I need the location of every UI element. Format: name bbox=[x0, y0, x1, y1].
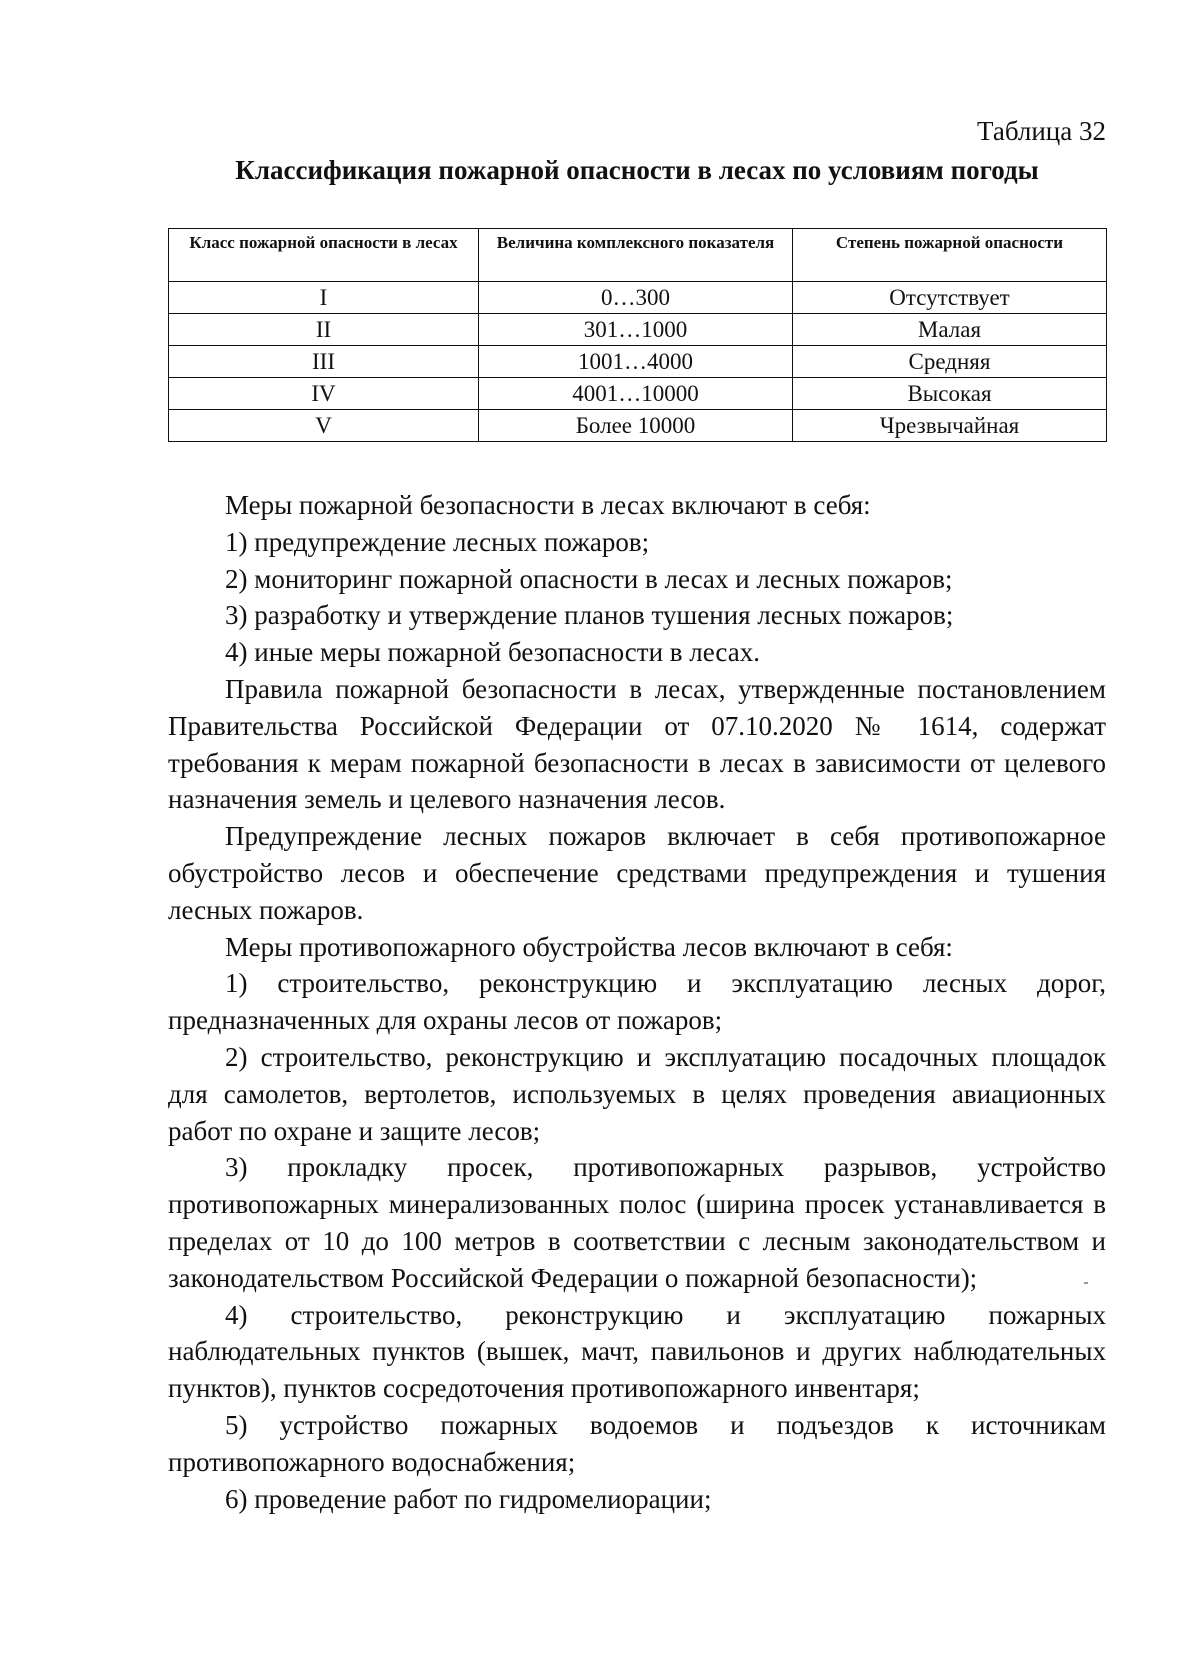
cell-index-value: 4001…10000 bbox=[479, 378, 793, 410]
list-item: 2) строительство, реконструкцию и эксплуатацию посадочных площадок для самолетов, вертолетов, используемых в целях проведения авиационных работ по охране и защите лесов; bbox=[168, 1041, 1106, 1146]
table-row bbox=[169, 410, 1107, 442]
cell-index-value: 1001…4000 bbox=[479, 346, 793, 378]
header-class: Класс пожарной опасности в лесах bbox=[169, 229, 479, 282]
cell-class: V bbox=[169, 410, 479, 442]
cell-index-value: 301…1000 bbox=[479, 314, 793, 346]
list-item: 3) прокладку просек, противопожарных разрывов, устройство противопожарных минерализованных полос (ширина просек устанавливается в пределах от 10 до 100 метров в соответствии с лесным законодательством и законодательством Российской Федерации о пожарной безопасности); bbox=[168, 1152, 1106, 1293]
table-row bbox=[169, 314, 1107, 346]
table-caption: Таблица 32 bbox=[977, 116, 1106, 146]
cell-class: IV bbox=[169, 378, 479, 410]
list-item: 1) предупреждение лесных пожаров; bbox=[225, 526, 650, 557]
cell-index-value: 0…300 bbox=[479, 282, 793, 314]
list-item: 6) проведение работ по гидромелиорации; bbox=[225, 1483, 712, 1514]
paragraph: Правила пожарной безопасности в лесах, утвержденные постановлением Правительства Российской Федерации от 07.10.2020 № 1614, содержат требования к мерам пожарной безопасности в лесах в зависимости от целевого назначения земель и целевого назначения лесов. bbox=[168, 673, 1106, 815]
paragraph: Меры пожарной безопасности в лесах включают в себя: bbox=[225, 490, 871, 520]
scan-speck bbox=[1084, 1282, 1088, 1284]
cell-index-value: Более 10000 bbox=[479, 410, 793, 442]
list-item: 3) разработку и утверждение планов тушения лесных пожаров; bbox=[225, 600, 954, 631]
fire-danger-table bbox=[168, 228, 1107, 442]
header-index-value: Величина комплексного показателя bbox=[479, 229, 793, 282]
list-item: 4) строительство, реконструкцию и эксплуатацию пожарных наблюдательных пунктов (вышек, мачт, павильонов и других наблюдательных пунктов), пунктов сосредоточения противопожарного инвентаря; bbox=[168, 1299, 1106, 1404]
cell-danger-degree: Малая bbox=[793, 314, 1107, 346]
list-item: 5) устройство пожарных водоемов и подъездов к источникам противопожарного водоснабжения; bbox=[168, 1409, 1106, 1477]
header-danger-degree: Степень пожарной опасности bbox=[793, 229, 1107, 282]
cell-danger-degree: Средняя bbox=[793, 346, 1107, 378]
table-row bbox=[169, 282, 1107, 314]
list-item: 4) иные меры пожарной безопасности в лесах. bbox=[225, 637, 760, 668]
cell-danger-degree: Высокая bbox=[793, 378, 1107, 410]
paragraph: Предупреждение лесных пожаров включает в себя противопожарное обустройство лесов и обеспечение средствами предупреждения и тушения лесных пожаров. bbox=[168, 821, 1106, 925]
cell-danger-degree: Отсутствует bbox=[793, 282, 1107, 314]
table-header-row bbox=[169, 229, 1107, 282]
table-row bbox=[169, 346, 1107, 378]
list-item: 2) мониторинг пожарной опасности в лесах и лесных пожаров; bbox=[225, 563, 953, 594]
cell-class: III bbox=[169, 346, 479, 378]
body-text bbox=[168, 487, 1106, 1517]
cell-class: II bbox=[169, 314, 479, 346]
list-item: 1) строительство, реконструкцию и эксплуатацию лесных дорог, предназначенных для охраны лесов от пожаров; bbox=[168, 968, 1106, 1036]
cell-class: I bbox=[169, 282, 479, 314]
cell-danger-degree: Чрезвычайная bbox=[793, 410, 1107, 442]
paragraph: Меры противопожарного обустройства лесов включают в себя: bbox=[225, 931, 953, 962]
table-row bbox=[169, 378, 1107, 410]
table-title: Классификация пожарной опасности в лесах по условиям погоды bbox=[235, 155, 1039, 185]
